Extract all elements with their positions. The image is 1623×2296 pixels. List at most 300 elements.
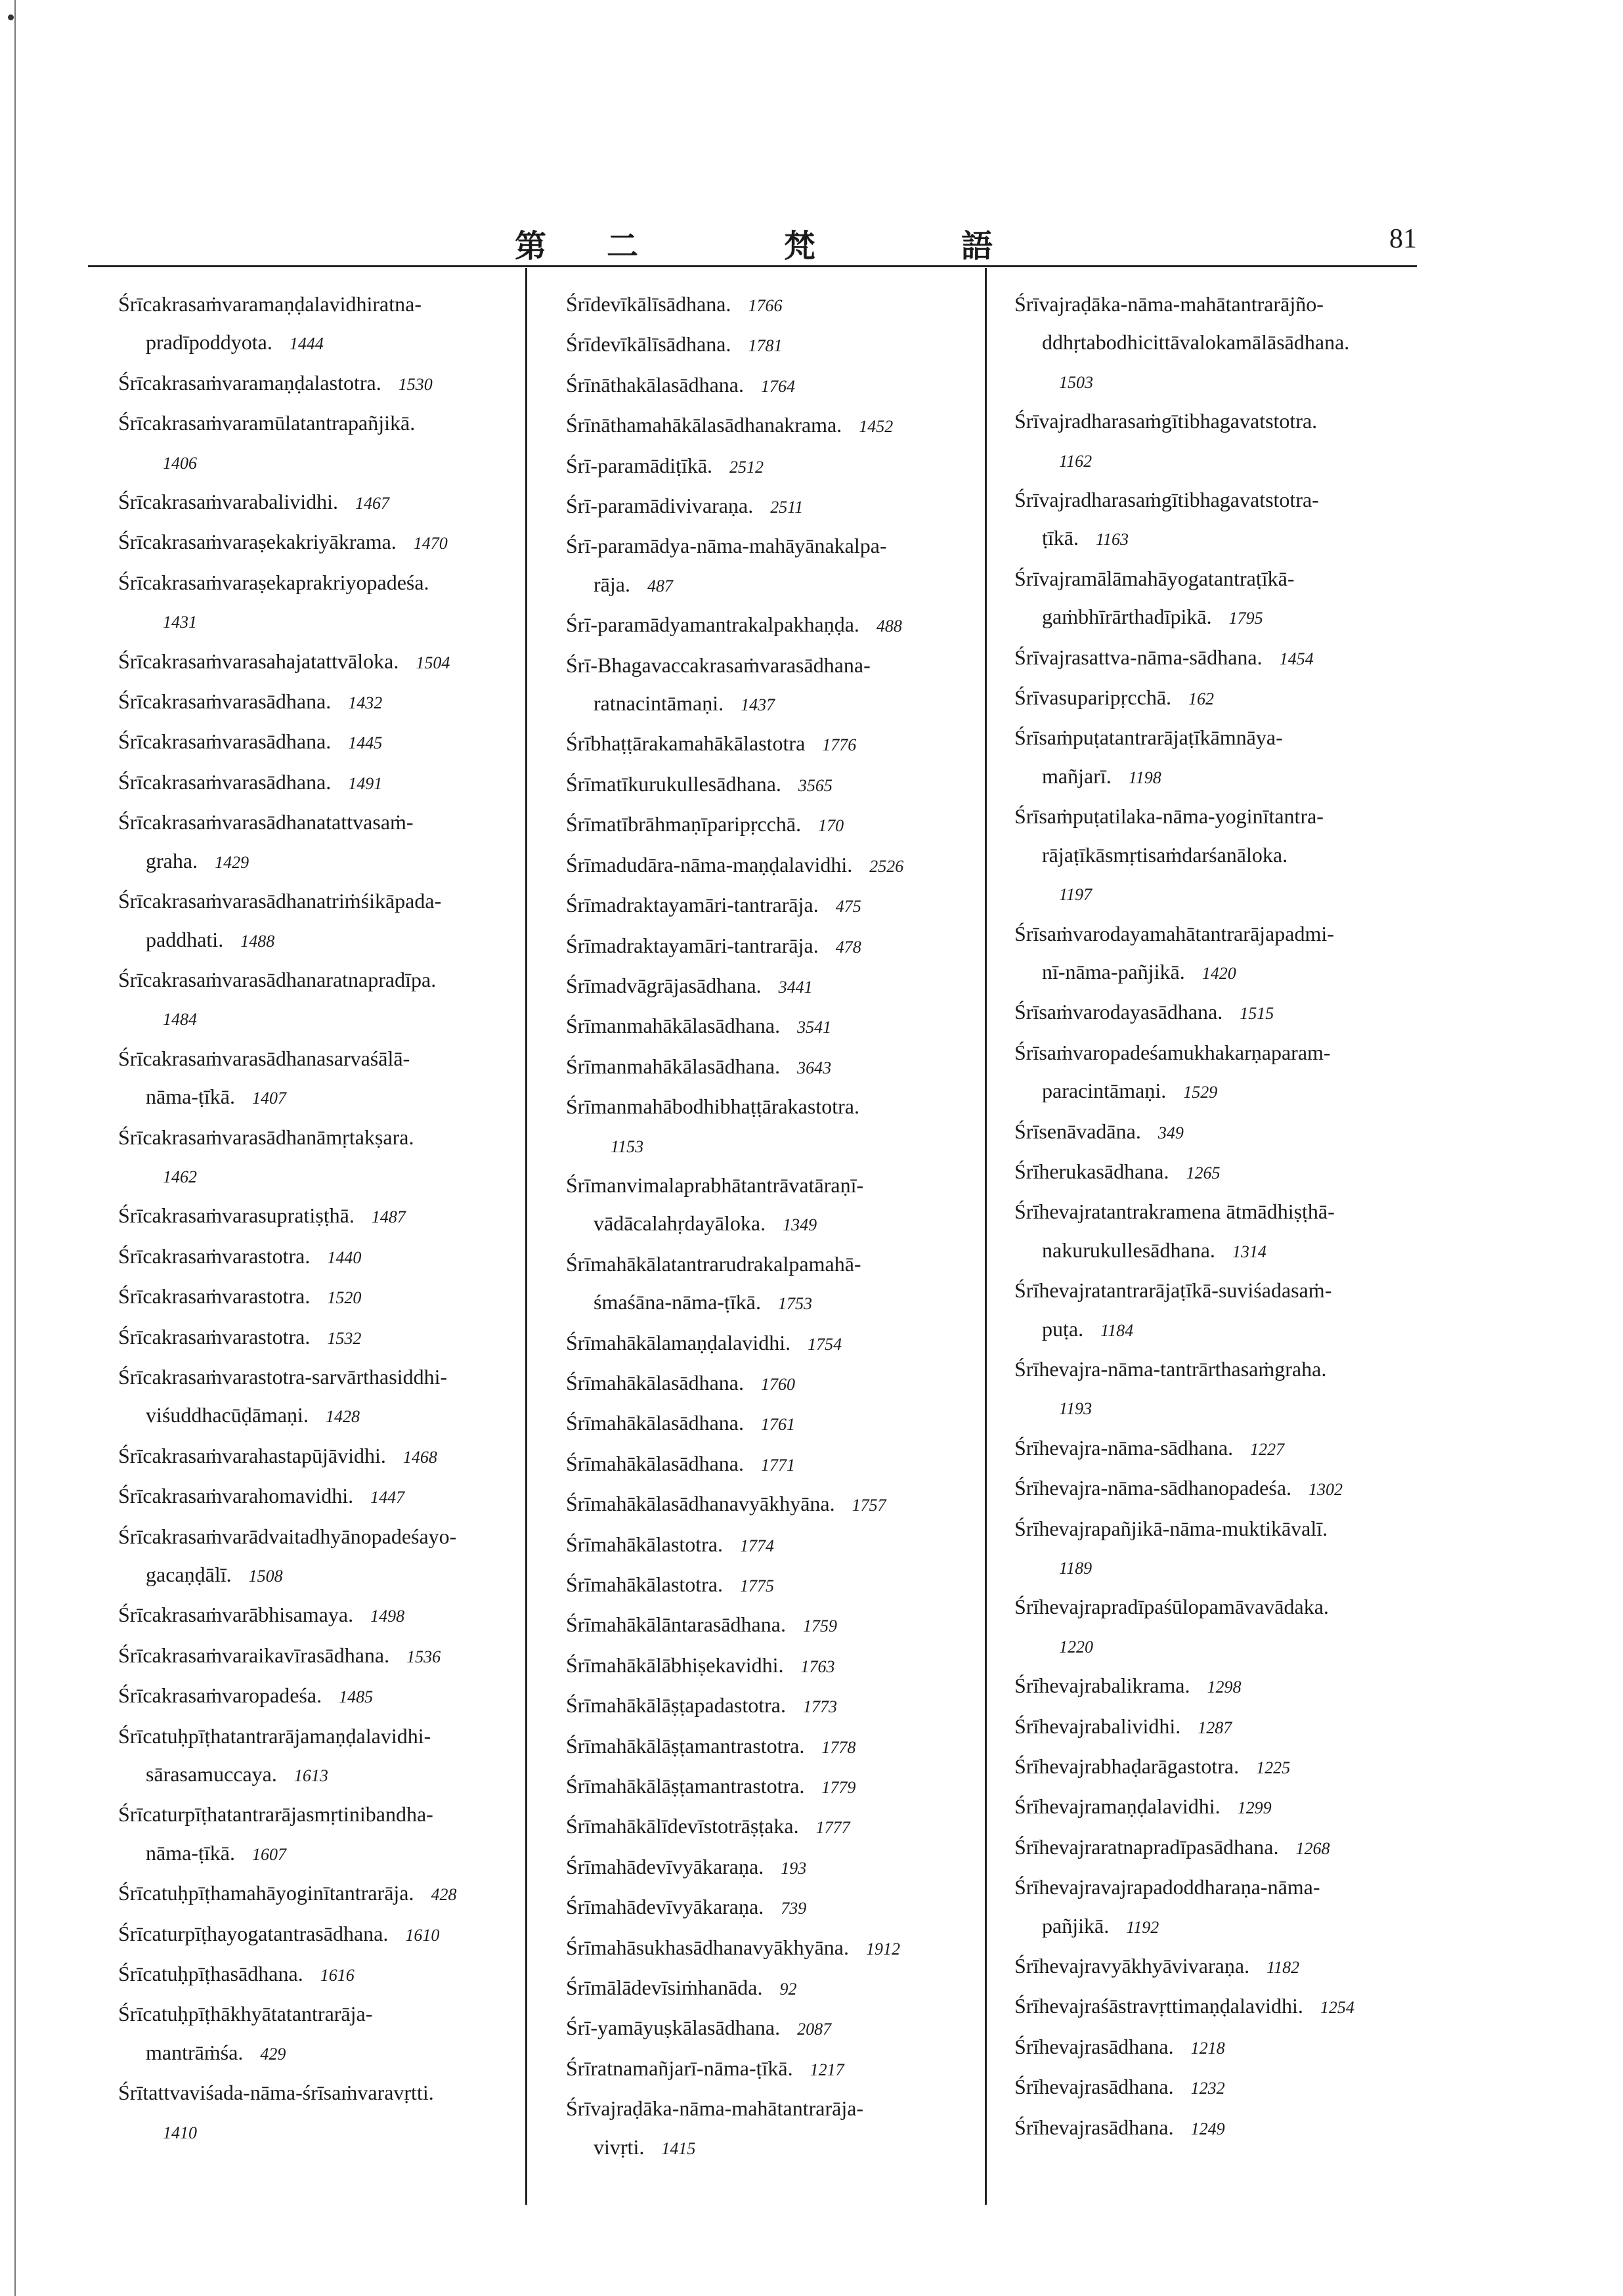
entry-title: Śrīmahākālasādhana. bbox=[566, 1411, 744, 1435]
entry-number: 1468 bbox=[402, 1447, 437, 1467]
entry-number: 1445 bbox=[348, 733, 383, 753]
index-entry bbox=[566, 1525, 903, 1565]
entry-number: 1771 bbox=[761, 1455, 795, 1475]
index-entry bbox=[566, 1686, 903, 1726]
entry-number: 1218 bbox=[1190, 2038, 1225, 2058]
entry-title: Śrīvajraḍāka-nāma-mahātantrarājño- ddhṛtabodhicittāvalokamālāsādhana. bbox=[1014, 292, 1350, 355]
entry-title: Śrīhevajrapradīpaśūlopamāvavādaka. bbox=[1014, 1595, 1329, 1619]
entry-number: 1162 bbox=[1059, 451, 1093, 471]
index-entry bbox=[118, 1277, 457, 1317]
entry-title: Śrīhevajravyākhyāvivaraṇa. bbox=[1014, 1954, 1250, 1978]
index-entry bbox=[566, 805, 903, 845]
entry-title: Śrī-paramādyamantrakalpakhaṇḍa. bbox=[566, 613, 859, 637]
index-entry bbox=[1014, 1469, 1354, 1509]
entry-number: 1447 bbox=[370, 1488, 405, 1507]
entry-number: 1349 bbox=[783, 1215, 817, 1235]
index-entry bbox=[1014, 797, 1354, 914]
entry-number: 1432 bbox=[348, 693, 383, 713]
entry-number: 2512 bbox=[729, 457, 764, 477]
entry-number: 1440 bbox=[327, 1247, 362, 1267]
entry-title: Śrīvajraḍāka-nāma-mahātantrarāja- vivṛti. bbox=[566, 2096, 864, 2159]
entry-title: Śrīhevajra-nāma-sādhana. bbox=[1014, 1435, 1234, 1460]
index-entry bbox=[1014, 1868, 1354, 1947]
index-entry bbox=[566, 1087, 903, 1166]
index-entry bbox=[566, 1807, 903, 1847]
entry-title: Śrīmahākālāṣṭapadastotra. bbox=[566, 1693, 786, 1718]
header-char-4: 語 bbox=[961, 228, 993, 265]
entry-title: Śrīcaturpīṭhayogatantrasādhana. bbox=[118, 1921, 389, 1945]
entry-title: Śrīhevajrapañjikā-nāma-muktikāvalī. bbox=[1014, 1516, 1328, 1540]
entry-number: 1452 bbox=[859, 417, 894, 437]
index-entry bbox=[118, 1517, 457, 1596]
index-entry bbox=[566, 487, 903, 527]
entry-title: Śrīcatuḥpīṭhatantrarājamaṇḍalavidhi- sārasamuccaya. bbox=[118, 1723, 431, 1787]
index-entry bbox=[118, 1437, 457, 1477]
entry-number: 1314 bbox=[1232, 1242, 1266, 1261]
index-entry bbox=[118, 563, 457, 642]
entry-number: 1508 bbox=[248, 1567, 283, 1586]
page-number: 81 bbox=[1389, 224, 1417, 254]
entry-title: Śrīsaṁpuṭatilaka-nāma-yoginītantra- rājaṭīkāsmṛtisaṁdarśanāloka. bbox=[1014, 804, 1324, 867]
entry-number: 1454 bbox=[1279, 649, 1314, 668]
entry-number: 2526 bbox=[869, 856, 904, 876]
index-entry bbox=[118, 1595, 457, 1635]
entry-title: Śrīcatuḥpīṭhasādhana. bbox=[118, 1962, 303, 1986]
index-entry bbox=[1014, 718, 1354, 797]
entry-title: Śrīcakrasaṁvarastotra. bbox=[118, 1324, 311, 1349]
entry-number: 2087 bbox=[797, 2020, 832, 2039]
index-entry bbox=[118, 1874, 457, 1914]
entry-title: Śrīhevajratantrarājaṭīkā-suviśadasaṁ- puṭa. bbox=[1014, 1278, 1332, 1341]
index-entry bbox=[118, 763, 457, 803]
entry-title: Śrīvajramālāmahāyogatantraṭīkā- gaṁbhīrārthadīpikā. bbox=[1014, 566, 1295, 629]
entry-title: Śrīmadraktayamāri-tantrarāja. bbox=[566, 933, 819, 957]
entry-title: Śrīcakrasaṁvarabalividhi. bbox=[118, 490, 338, 514]
entry-number: 92 bbox=[779, 1980, 797, 1999]
entry-title: Śrīmatībrāhmaṇīparipṛcchā. bbox=[566, 812, 802, 836]
index-entry bbox=[118, 642, 457, 682]
entry-number: 1163 bbox=[1095, 530, 1129, 550]
entry-number: 1485 bbox=[339, 1687, 374, 1707]
index-entry bbox=[566, 724, 903, 764]
entry-title: Śrīmahākālasādhanavyākhyāna. bbox=[566, 1492, 835, 1516]
index-entry bbox=[1014, 1987, 1354, 2027]
entry-title: Śrīvajrasattva-nāma-sādhana. bbox=[1014, 645, 1263, 669]
entry-number: 1429 bbox=[215, 852, 249, 872]
entry-number: 1232 bbox=[1190, 2079, 1225, 2098]
entry-title: Śrīmahākālastotra. bbox=[566, 1572, 724, 1596]
index-entry bbox=[1014, 1588, 1354, 1666]
index-entry bbox=[118, 523, 457, 563]
entry-title: Śrīdevīkālīsādhana. bbox=[566, 292, 731, 316]
entry-title: Śrīmadraktayamāri-tantrarāja. bbox=[566, 893, 819, 917]
entry-title: Śrīnāthamahākālasādhanakrama. bbox=[566, 413, 842, 437]
entry-title: Śrīcakrasaṁvaraṣekakriyākrama. bbox=[118, 530, 397, 554]
index-column-3 bbox=[1014, 285, 1354, 2148]
entry-number: 1777 bbox=[815, 1818, 850, 1838]
index-entry bbox=[118, 1717, 457, 1796]
index-entry bbox=[118, 364, 457, 404]
entry-number: 1795 bbox=[1228, 609, 1263, 628]
index-entry bbox=[1014, 1350, 1354, 1429]
entry-number: 1184 bbox=[1100, 1320, 1134, 1340]
entry-title: Śrīhevajratantrakramena ātmādhiṣṭhā- nakurukullesādhana. bbox=[1014, 1200, 1335, 1262]
index-entry bbox=[1014, 1787, 1354, 1827]
index-entry bbox=[118, 1995, 457, 2073]
index-entry bbox=[1014, 638, 1354, 678]
entry-title: Śrīcakrasaṁvarasādhanāmṛtakṣara. bbox=[118, 1125, 414, 1149]
entry-number: 1197 bbox=[1059, 885, 1093, 905]
index-entry bbox=[566, 1928, 903, 1968]
index-entry bbox=[1014, 402, 1354, 481]
index-entry bbox=[566, 966, 903, 1007]
index-entry bbox=[1014, 678, 1354, 718]
index-entry bbox=[118, 1915, 457, 1955]
index-entry bbox=[566, 285, 903, 325]
entry-number: 1530 bbox=[398, 374, 433, 394]
entry-title: Śrīcakrasaṁvarābhisamaya. bbox=[118, 1603, 354, 1627]
index-entry bbox=[566, 527, 903, 605]
entry-title: Śrīcaturpīṭhatantrarājasmṛtinibandha- nāma-ṭīkā. bbox=[118, 1802, 433, 1865]
header-char-3: 梵 bbox=[784, 228, 816, 265]
entry-number: 1503 bbox=[1059, 372, 1093, 392]
entry-title: Śrīhevajra-nāma-tantrārthasaṁgraha. bbox=[1014, 1356, 1327, 1381]
entry-number: 1198 bbox=[1128, 768, 1161, 787]
index-entry bbox=[566, 1565, 903, 1605]
entry-title: Śrīcakrasaṁvarastotra. bbox=[118, 1244, 311, 1268]
index-entry bbox=[566, 2008, 903, 2048]
entry-title: Śrīhevajramaṇḍalavidhi. bbox=[1014, 1794, 1221, 1819]
index-entry bbox=[566, 1727, 903, 1767]
entry-number: 1763 bbox=[800, 1657, 835, 1676]
entry-number: 1299 bbox=[1237, 1798, 1272, 1818]
entry-number: 1491 bbox=[348, 773, 383, 793]
entry-number: 1268 bbox=[1295, 1838, 1330, 1858]
entry-title: Śrī-paramādivivaraṇa. bbox=[566, 494, 754, 518]
index-entry bbox=[566, 1888, 903, 1928]
entry-number: 1498 bbox=[370, 1607, 405, 1626]
header-char-1: 第 bbox=[515, 228, 547, 265]
entry-title: Śrīsenāvadāna. bbox=[1014, 1119, 1141, 1143]
index-column-2 bbox=[566, 285, 903, 2168]
entry-number: 3643 bbox=[797, 1058, 832, 1077]
index-entry bbox=[118, 1196, 457, 1236]
header-char-2: 二 bbox=[607, 228, 639, 265]
entry-title: Śrīhevajrasādhana. bbox=[1014, 2075, 1174, 2099]
entry-title: Śrīcakrasaṁvarasādhana. bbox=[118, 729, 332, 754]
entry-title: Śrīmahākālasādhana. bbox=[566, 1370, 744, 1395]
entry-title: Śrīcakrasaṁvarādvaitadhyānopadeśayo- gacaṇḍālī. bbox=[118, 1524, 457, 1586]
entry-title: Śrīmahākālīdevīstotrāṣṭaka. bbox=[566, 1814, 799, 1838]
entry-number: 1529 bbox=[1183, 1083, 1218, 1102]
index-entry bbox=[566, 1767, 903, 1807]
entry-number: 3541 bbox=[797, 1018, 832, 1037]
entry-title: Śrīmanmahābodhibhaṭṭārakastotra. bbox=[566, 1094, 859, 1119]
entry-title: Śrīcakrasaṁvarasādhanasarvaśālā- nāma-ṭīkā. bbox=[118, 1046, 410, 1109]
entry-title: Śrītattvaviśada-nāma-śrīsaṁvaravṛtti. bbox=[118, 2081, 434, 2105]
entry-number: 1616 bbox=[320, 1966, 355, 1985]
entry-number: 1225 bbox=[1256, 1758, 1291, 1778]
entry-title: Śrībhaṭṭārakamahākālastotra bbox=[566, 731, 806, 756]
entry-title: Śrīcakrasaṁvarasādhana. bbox=[118, 689, 332, 714]
entry-title: Śrīhevajrabhaḍarāgastotra. bbox=[1014, 1754, 1240, 1779]
entry-title: Śrīmahākālāntarasādhana. bbox=[566, 1613, 786, 1637]
index-entry bbox=[118, 1795, 457, 1874]
entry-title: Śrīmahādevīvyākaraṇa. bbox=[566, 1895, 764, 1919]
entry-number: 1462 bbox=[163, 1167, 197, 1186]
index-entry bbox=[1014, 1429, 1354, 1469]
entry-title: Śrīcakrasaṁvaramaṇḍalavidhiratna- pradīpoddyota. bbox=[118, 292, 422, 355]
entry-title: Śrīnāthakālasādhana. bbox=[566, 372, 744, 397]
index-entry bbox=[566, 926, 903, 966]
entry-number: 1778 bbox=[821, 1737, 856, 1757]
entry-title: Śrīcakrasaṁvarastotra-sarvārthasiddhi- viśuddhacūḍāmaṇi. bbox=[118, 1364, 448, 1427]
entry-number: 1536 bbox=[406, 1647, 441, 1666]
entry-number: 193 bbox=[781, 1858, 807, 1878]
entry-title: Śrīcakrasaṁvarastotra. bbox=[118, 1284, 311, 1309]
index-entry bbox=[118, 722, 457, 762]
entry-title: Śrīratnamañjarī-nāma-ṭīkā. bbox=[566, 2056, 793, 2080]
entry-title: Śrīhevajrasādhana. bbox=[1014, 2115, 1174, 2139]
entry-number: 1607 bbox=[251, 1844, 286, 1864]
page-header bbox=[88, 217, 1417, 267]
index-entry bbox=[566, 366, 903, 406]
entry-title: Śrīcakrasaṁvarasupratiṣṭhā. bbox=[118, 1203, 355, 1228]
index-entry bbox=[566, 1245, 903, 1324]
entry-title: Śrīcatuḥpīṭhākhyātatantrarāja- mantrāṁśa. bbox=[118, 2002, 373, 2064]
index-entry bbox=[566, 1484, 903, 1525]
entry-number: 1153 bbox=[611, 1137, 644, 1156]
index-entry bbox=[1014, 1707, 1354, 1747]
index-entry bbox=[1014, 993, 1354, 1033]
entry-title: Śrīdevīkālīsādhana. bbox=[566, 332, 731, 357]
entry-number: 1532 bbox=[327, 1328, 362, 1348]
index-entry bbox=[118, 1676, 457, 1716]
entry-number: 1428 bbox=[325, 1407, 360, 1427]
entry-number: 1431 bbox=[163, 613, 197, 632]
entry-number: 1774 bbox=[740, 1536, 775, 1555]
entry-title: Śrīcakrasaṁvaramūlatantrapañjikā. bbox=[118, 411, 416, 435]
index-entry bbox=[1014, 1509, 1354, 1588]
index-entry bbox=[566, 886, 903, 926]
entry-number: 1761 bbox=[761, 1415, 795, 1435]
entry-number: 1775 bbox=[740, 1576, 775, 1595]
index-entry bbox=[1014, 2027, 1354, 2068]
entry-number: 1484 bbox=[163, 1010, 197, 1029]
entry-title: Śrīmahākālāṣṭamantrastotra. bbox=[566, 1774, 805, 1798]
entry-number: 1265 bbox=[1186, 1163, 1221, 1182]
index-entry bbox=[566, 646, 903, 725]
entry-number: 1192 bbox=[1126, 1917, 1159, 1937]
entry-number: 1193 bbox=[1059, 1399, 1093, 1419]
index-entry bbox=[118, 803, 457, 882]
entry-number: 1182 bbox=[1266, 1958, 1300, 1978]
entry-title: Śrīmahākālastotra. bbox=[566, 1532, 724, 1556]
index-entry bbox=[1014, 481, 1354, 559]
entry-title: Śrīhevajraratnapradīpasādhana. bbox=[1014, 1834, 1279, 1859]
entry-number: 1220 bbox=[1059, 1637, 1093, 1657]
index-entry bbox=[118, 1237, 457, 1277]
entry-number: 1189 bbox=[1059, 1559, 1093, 1578]
entry-title: Śrīhevajra-nāma-sādhanopadeśa. bbox=[1014, 1476, 1292, 1500]
entry-number: 1912 bbox=[865, 1939, 900, 1959]
entry-number: 1287 bbox=[1198, 1718, 1232, 1737]
entry-number: 478 bbox=[835, 937, 861, 957]
index-entry bbox=[118, 1636, 457, 1676]
entry-number: 1298 bbox=[1207, 1678, 1242, 1697]
index-entry bbox=[566, 2049, 903, 2089]
index-entry bbox=[118, 1358, 457, 1437]
entry-number: 1781 bbox=[748, 336, 783, 356]
entry-number: 1760 bbox=[761, 1374, 795, 1394]
entry-number: 429 bbox=[260, 2044, 286, 2064]
entry-number: 475 bbox=[835, 897, 861, 917]
entry-number: 488 bbox=[876, 617, 902, 636]
entry-number: 349 bbox=[1158, 1123, 1184, 1142]
entry-number: 1406 bbox=[163, 453, 197, 473]
entry-number: 1410 bbox=[163, 2123, 197, 2142]
index-entry bbox=[1014, 1747, 1354, 1787]
entry-number: 1613 bbox=[293, 1766, 328, 1786]
entry-number: 1254 bbox=[1320, 1998, 1354, 2018]
index-entry bbox=[118, 1318, 457, 1358]
entry-number: 162 bbox=[1188, 689, 1215, 709]
entry-title: Śrīmahākālāṣṭamantrastotra. bbox=[566, 1733, 805, 1758]
entry-title: Śrīvajradharasaṁgītibhagavatstotra- ṭīkā. bbox=[1014, 488, 1319, 550]
index-entry bbox=[566, 325, 903, 365]
index-entry bbox=[118, 404, 457, 483]
entry-title: Śrīhevajrabalividhi. bbox=[1014, 1714, 1181, 1738]
entry-title: Śrīcakrasaṁvarasādhanatattvasaṁ- graha. bbox=[118, 810, 414, 873]
entry-number: 1773 bbox=[802, 1697, 837, 1717]
entry-title: Śrīhevajrasādhana. bbox=[1014, 2034, 1174, 2058]
entry-title: Śrīmahākālamaṇḍalavidhi. bbox=[566, 1330, 791, 1354]
entry-number: 1776 bbox=[822, 735, 857, 755]
entry-number: 1407 bbox=[251, 1089, 286, 1108]
entry-title: Śrīsaṁvarodayamahātantrarājapadmi- nī-nāma-pañjikā. bbox=[1014, 921, 1334, 984]
entry-title: Śrīcatuḥpīṭhamahāyoginītantrarāja. bbox=[118, 1881, 414, 1905]
entry-title: Śrīcakrasaṁvarahastapūjāvidhi. bbox=[118, 1443, 386, 1467]
entry-title: Śrīmadudāra-nāma-maṇḍalavidhi. bbox=[566, 852, 853, 877]
entry-title: Śrīhevajravajrapadoddharaṇa-nāma- pañjikā. bbox=[1014, 1875, 1320, 1938]
entry-number: 1488 bbox=[240, 931, 275, 951]
entry-number: 1420 bbox=[1201, 963, 1236, 983]
entry-number: 1757 bbox=[852, 1496, 886, 1515]
index-entry bbox=[566, 765, 903, 805]
index-entry bbox=[1014, 1152, 1354, 1192]
index-entry bbox=[118, 882, 457, 961]
entry-number: 1520 bbox=[327, 1288, 362, 1308]
index-entry bbox=[1014, 1666, 1354, 1706]
entry-title: Śrīsaṁvaropadeśamukhakarṇaparam- paracintāmaṇi. bbox=[1014, 1040, 1331, 1103]
entry-number: 1467 bbox=[355, 494, 389, 513]
entry-number: 1515 bbox=[1240, 1004, 1274, 1024]
index-entry bbox=[566, 1364, 903, 1404]
entry-title: Śrīcakrasaṁvaraikavīrasādhana. bbox=[118, 1643, 390, 1667]
entry-title: Śrī-yamāyuṣkālasādhana. bbox=[566, 2016, 781, 2040]
entry-number: 1302 bbox=[1309, 1480, 1343, 1500]
page-edge-line bbox=[14, 0, 16, 2296]
entry-title: Śrīvajradharasaṁgītibhagavatstotra. bbox=[1014, 409, 1318, 433]
index-entry bbox=[566, 1968, 903, 2008]
entry-number: 1754 bbox=[808, 1334, 842, 1354]
index-entry bbox=[118, 285, 457, 364]
entry-title: Śrīmanvimalaprabhātantrāvatāraṇī- vādācalahṛdayāloka. bbox=[566, 1173, 864, 1236]
entry-title: Śrīmatīkurukullesādhana. bbox=[566, 771, 781, 796]
entry-title: Śrī-paramādya-nāma-mahāyānakalpa- rāja. bbox=[566, 534, 887, 596]
entry-title: Śrīmahākālābhiṣekavidhi. bbox=[566, 1653, 784, 1677]
entry-title: Śrīcakrasaṁvarasādhana. bbox=[118, 769, 332, 794]
index-entry bbox=[118, 1039, 457, 1118]
index-entry bbox=[118, 682, 457, 722]
entry-number: 739 bbox=[781, 1899, 807, 1918]
index-entry bbox=[118, 483, 457, 523]
entry-title: Śrīcakrasaṁvarasahajatattvāloka. bbox=[118, 649, 399, 673]
entry-title: Śrīmahākālatantrarudrakalpamahā- śmaśāna-nāma-ṭīkā. bbox=[566, 1251, 861, 1314]
entry-title: Śrī-paramādiṭīkā. bbox=[566, 453, 713, 477]
entry-title: Śrīhevajraśāstravṛttimaṇḍalavidhi. bbox=[1014, 1994, 1303, 2018]
entry-number: 1415 bbox=[661, 2138, 696, 2158]
entry-number: 1766 bbox=[748, 296, 783, 315]
entry-number: 1217 bbox=[810, 2060, 844, 2079]
index-entry bbox=[566, 1404, 903, 1444]
index-entry bbox=[118, 1477, 457, 1517]
index-entry bbox=[1014, 2108, 1354, 2148]
entry-number: 1249 bbox=[1190, 2119, 1225, 2138]
entry-number: 1437 bbox=[741, 695, 775, 715]
index-entry bbox=[566, 1444, 903, 1484]
column-divider-right bbox=[985, 268, 987, 2205]
entry-number: 1764 bbox=[761, 376, 795, 396]
index-entry bbox=[566, 1324, 903, 1364]
index-entry bbox=[566, 2089, 903, 2168]
entry-title: Śrīmanmahākālasādhana. bbox=[566, 1054, 781, 1078]
index-entry bbox=[566, 1848, 903, 1888]
entry-number: 1759 bbox=[802, 1616, 837, 1636]
index-entry bbox=[118, 961, 457, 1039]
index-entry bbox=[1014, 1271, 1354, 1350]
entry-number: 1444 bbox=[289, 334, 324, 354]
index-entry bbox=[1014, 1828, 1354, 1868]
entry-number: 1227 bbox=[1250, 1439, 1285, 1459]
index-entry bbox=[118, 2073, 457, 2152]
index-entry bbox=[1014, 1112, 1354, 1152]
index-entry bbox=[566, 1047, 903, 1087]
entry-number: 3441 bbox=[778, 977, 813, 997]
entry-title: Śrīsaṁpuṭatantrarājaṭīkāmnāya- mañjarī. bbox=[1014, 726, 1283, 788]
index-entry bbox=[118, 1118, 457, 1197]
entry-number: 1504 bbox=[416, 653, 450, 672]
entry-title: Śrīherukasādhana. bbox=[1014, 1159, 1169, 1183]
entry-title: Śrīmālādevīsiṁhanāda. bbox=[566, 1976, 763, 2000]
entry-number: 2511 bbox=[770, 498, 804, 517]
index-entry bbox=[566, 1646, 903, 1686]
index-entry bbox=[566, 846, 903, 886]
index-entry bbox=[1014, 915, 1354, 993]
entry-number: 1610 bbox=[405, 1925, 440, 1945]
index-entry bbox=[1014, 1033, 1354, 1112]
page-edge-dot bbox=[8, 14, 14, 20]
entry-number: 1753 bbox=[778, 1294, 812, 1314]
index-entry bbox=[566, 1007, 903, 1047]
entry-title: Śrīmahādevīvyākaraṇa. bbox=[566, 1854, 764, 1878]
entry-title: Śrīcakrasaṁvarasādhanaratnapradīpa. bbox=[118, 967, 437, 991]
entry-number: 428 bbox=[431, 1885, 457, 1905]
entry-title: Śrīmadvāgrājasādhana. bbox=[566, 973, 762, 997]
index-entry bbox=[1014, 2068, 1354, 2108]
index-entry bbox=[566, 446, 903, 487]
index-entry bbox=[118, 1955, 457, 1995]
